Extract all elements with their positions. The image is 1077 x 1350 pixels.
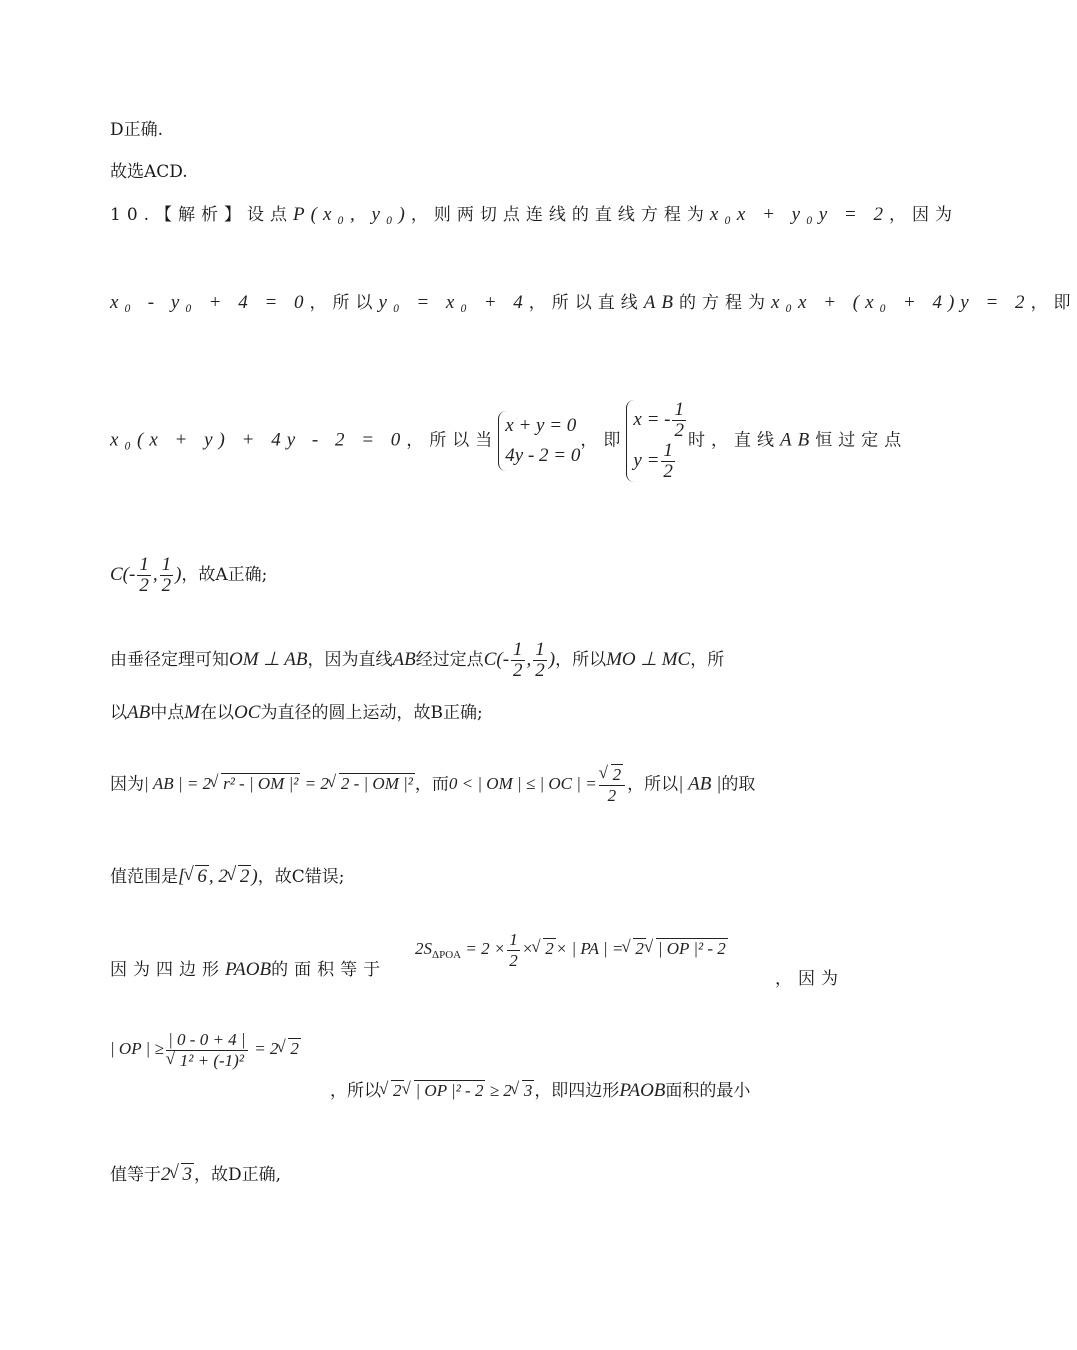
line-3	[110, 400, 907, 482]
sqrt-r: r² - | OM |²	[223, 774, 299, 794]
text: 因为	[110, 774, 144, 795]
q10-prefix: 10.【解析】设点	[110, 205, 294, 225]
frac-num: 1	[513, 639, 523, 660]
text: ，即四边形	[534, 1081, 620, 1101]
close: )	[175, 563, 182, 585]
sqrt2: 2	[612, 765, 622, 784]
op-lhs: | OP | ≥	[110, 1039, 164, 1059]
text: ，所以	[330, 1081, 381, 1101]
text: ，而	[414, 774, 449, 795]
text: ，所以	[627, 774, 679, 795]
sol-x: x = -	[633, 408, 671, 430]
math-system	[498, 411, 580, 471]
math-expand: x₀(x + y) + 4y - 2 = 0	[110, 429, 407, 451]
text: ，因为直线	[307, 649, 393, 670]
text: 中点	[150, 703, 185, 723]
math-point-c	[110, 554, 182, 596]
text: 恒过定点	[815, 430, 908, 451]
c-pre: C(-	[483, 648, 510, 670]
text: ，所以直线	[528, 293, 644, 313]
ab-lhs: | AB | = 2	[144, 774, 212, 794]
sys-eq2: 4y - 2 = 0	[505, 445, 581, 466]
text: ，所以	[309, 293, 379, 313]
frac-den: 2	[513, 660, 523, 681]
math-abs-ab: | AB |	[678, 773, 722, 795]
math-range	[448, 765, 627, 805]
text: ，所以当	[406, 430, 499, 451]
text: ，故D正确,	[194, 1165, 282, 1185]
line-11	[110, 1160, 281, 1186]
text: 的方程为	[679, 293, 771, 313]
text: ，故A正确;	[181, 564, 268, 585]
math-ab: AB	[127, 702, 151, 723]
text: 由垂径定理可知	[110, 649, 229, 670]
frac-num: 1	[139, 554, 149, 575]
area-lhs: 2S	[415, 939, 432, 959]
text: 时，直线	[687, 430, 780, 451]
math-m: M	[184, 702, 201, 723]
math-y0: y₀ = x₀ + 4	[378, 292, 529, 313]
math-ab: AB	[779, 429, 816, 451]
line-8	[110, 862, 344, 888]
math-ab: AB	[643, 292, 679, 313]
sqrt2: 2	[635, 939, 644, 959]
text-d-correct: D正确.	[110, 120, 164, 140]
text: 以	[110, 703, 127, 723]
frac-den: 2	[607, 786, 617, 805]
math-interval	[178, 866, 258, 887]
close: )	[548, 648, 556, 670]
text: ，所	[690, 649, 725, 670]
text: 为直径的圆上运动，故B正确;	[260, 703, 483, 723]
ip: [	[178, 866, 186, 887]
am3: × | PA | =	[555, 939, 624, 959]
line-6	[110, 698, 483, 724]
frac-den: 2	[509, 951, 518, 970]
op-in: | OP |² - 2	[415, 1081, 484, 1100]
am2: ×	[521, 939, 534, 959]
im: , 2	[208, 866, 228, 887]
ineq-rhs: ≥ 2	[485, 1081, 512, 1100]
text: ，因为	[775, 969, 844, 989]
line-9	[110, 955, 386, 981]
range-lhs: 0 < | OM | ≤ | OC | =	[448, 774, 597, 794]
text: ，所以	[555, 649, 607, 670]
area-sub: ΔPOA	[432, 949, 462, 962]
line-5	[110, 640, 724, 681]
sys-eq1: x + y = 0	[505, 415, 577, 436]
text: ，即	[1030, 293, 1077, 313]
sqrt3: 3	[182, 1164, 192, 1185]
text: 因为四边形	[110, 960, 225, 980]
sqrt6: 6	[197, 866, 207, 887]
math-oc: OC	[234, 702, 261, 723]
op-rhs: = 2	[249, 1039, 279, 1059]
eq2: = 2	[300, 774, 329, 794]
text: ，即	[580, 430, 627, 451]
sqrt-2: 2 - | OM |²	[340, 774, 413, 794]
math-ab-eq: x₀x + (x₀ + 4)y = 2	[771, 292, 1031, 313]
math-ineq	[381, 1081, 534, 1100]
frac-num: 1	[535, 639, 545, 660]
math-paob: PAOB	[225, 959, 272, 980]
math-cond: x₀ - y₀ + 4 = 0	[110, 292, 310, 313]
ipost: )	[251, 866, 258, 887]
text: 经过定点	[415, 649, 484, 670]
math-point-p: P(x₀, y₀)	[293, 204, 411, 225]
c-pre: C(-	[110, 563, 136, 585]
q10-tail: ，因为	[888, 205, 958, 225]
frac-den: 2	[139, 575, 149, 596]
text: 在以	[200, 703, 235, 723]
frac-num: 1	[161, 554, 172, 575]
q10-line	[110, 200, 958, 226]
text: 面积的最小	[665, 1081, 751, 1101]
text: 的面积等于	[271, 960, 387, 980]
text: ，故C错误;	[257, 867, 345, 887]
frac-num: 1	[663, 440, 673, 461]
am1: = 2 ×	[461, 939, 506, 959]
text-choose: 故选ACD.	[110, 162, 188, 182]
sqrt2: 2	[393, 1081, 402, 1100]
math-ab-length	[144, 774, 415, 793]
math-op-bound	[110, 1030, 301, 1071]
op-in: | OP |² - 2	[657, 939, 726, 959]
math-om-perp: OM ⊥ AB	[229, 648, 308, 670]
op-num: | 0 - 0 + 4 |	[168, 1030, 246, 1049]
math-min	[161, 1164, 194, 1185]
line-7	[110, 765, 755, 806]
sqrt2: 2	[239, 866, 250, 887]
frac-den: 2	[663, 461, 673, 482]
math-mo-perp: MO ⊥ MC	[606, 648, 691, 670]
comma: ,	[152, 563, 158, 585]
sqrt3: 3	[523, 1081, 533, 1100]
frac-den: 2	[161, 575, 172, 596]
text: 值等于	[110, 1165, 161, 1185]
min-pre: 2	[161, 1164, 171, 1185]
line-2	[110, 288, 1077, 314]
q10-mid: ，则两切点连线的直线方程为	[410, 205, 710, 225]
op-den: 1² + (-1)²	[179, 1051, 244, 1070]
math-solution	[626, 400, 688, 482]
sol-y: y =	[633, 449, 660, 471]
sqrt2: 2	[290, 1039, 299, 1059]
math-paob: PAOB	[619, 1080, 666, 1101]
math-area	[415, 930, 728, 971]
frac-num: 1	[674, 399, 684, 420]
frac-num: 1	[509, 930, 518, 949]
line-4	[110, 555, 267, 596]
sqrt2: 2	[545, 939, 554, 959]
math-ab: AB	[392, 648, 416, 670]
frac-den: 2	[535, 660, 545, 681]
line-10	[330, 1076, 750, 1102]
frac-den: 2	[674, 420, 684, 441]
math-point-c2	[483, 639, 556, 681]
text: 值范围是	[110, 867, 178, 887]
math-chord-eq: x₀x + y₀y = 2	[709, 204, 889, 225]
comma: ,	[526, 648, 532, 670]
text: 的取	[721, 774, 756, 795]
